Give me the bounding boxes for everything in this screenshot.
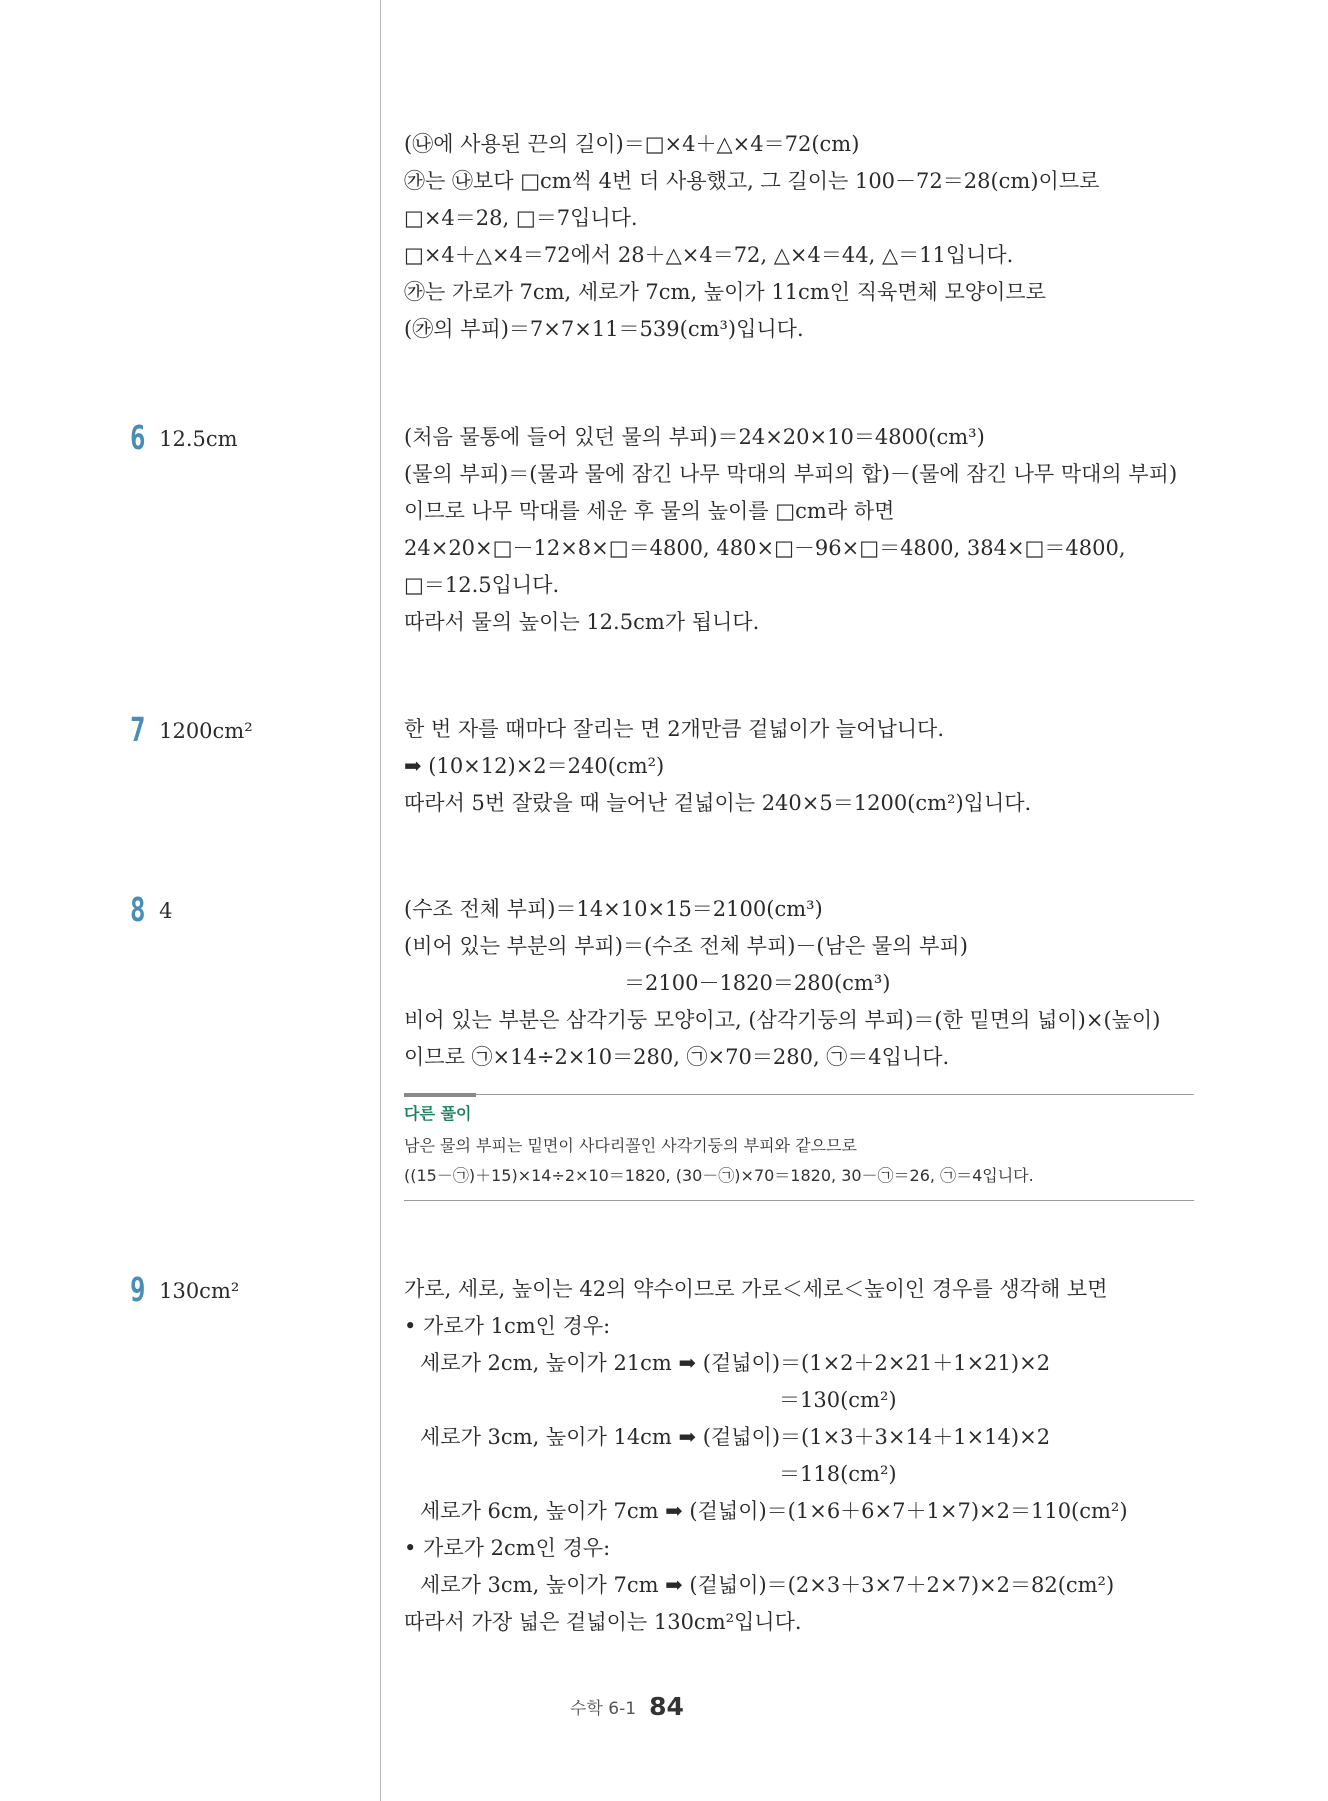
book-label: 수학 6-1 bbox=[570, 1699, 637, 1719]
problem-6-answer bbox=[130, 418, 238, 457]
problem-9-answer bbox=[130, 1270, 239, 1309]
solution-line: □＝12.5입니다. bbox=[404, 573, 560, 597]
problem-8-answer bbox=[130, 890, 172, 929]
solution-line: (수조 전체 부피)＝14×10×15＝2100(cm³) bbox=[404, 897, 823, 921]
solution-line: 가로, 세로, 높이는 42의 약수이므로 가로＜세로＜높이인 경우를 생각해 보면 bbox=[404, 1277, 1108, 1301]
solution-line: □×4＝28, □＝7입니다. bbox=[404, 206, 638, 230]
solution-line: (㉮의 부피)＝7×7×11＝539(cm³)입니다. bbox=[404, 317, 804, 341]
solution-line: 24×20×□－12×8×□＝4800, 480×□－96×□＝4800, 384×□＝4800, bbox=[404, 536, 1126, 560]
solution-line: (㉯에 사용된 끈의 길이)＝□×4＋△×4＝72(cm) bbox=[404, 132, 860, 156]
problem-9-solution bbox=[404, 1271, 1204, 1641]
alternate-solution-line: ((15－㉠)＋15)×14÷2×10＝1820, (30－㉠)×70＝1820, 30－㉠＝26, ㉠＝4입니다. bbox=[404, 1166, 1034, 1185]
solution-line: 비어 있는 부분은 삼각기둥 모양이고, (삼각기둥의 부피)＝(한 밑면의 넓이)×(높이) bbox=[404, 1008, 1161, 1032]
alternate-solution-title: 다른 풀이 bbox=[404, 1104, 472, 1123]
problem-number: 8 bbox=[130, 890, 146, 929]
solution-line: 세로가 2cm, 높이가 21cm ➡ (겉넓이)＝(1×2＋2×21＋1×21)×2 bbox=[420, 1351, 1051, 1375]
solution-line: (처음 물통에 들어 있던 물의 부피)＝24×20×10＝4800(cm³) bbox=[404, 425, 985, 449]
problem-number: 6 bbox=[130, 418, 146, 457]
solution-line: • 가로가 1cm인 경우: bbox=[404, 1314, 611, 1338]
page-number: 84 bbox=[649, 1692, 684, 1721]
answer-value: 12.5cm bbox=[159, 427, 238, 451]
intro-solution bbox=[404, 126, 1204, 348]
solution-line: 따라서 5번 잘랐을 때 늘어난 겉넓이는 240×5＝1200(cm²)입니다. bbox=[404, 791, 1032, 815]
solution-line: • 가로가 2cm인 경우: bbox=[404, 1536, 611, 1560]
column-divider bbox=[380, 0, 381, 1801]
solution-line: 이므로 나무 막대를 세운 후 물의 높이를 □cm라 하면 bbox=[404, 499, 895, 523]
answer-value: 4 bbox=[159, 899, 173, 923]
alternate-solution-accent bbox=[404, 1093, 476, 1097]
problem-6-solution bbox=[404, 419, 1204, 641]
alternate-solution-line: 남은 물의 부피는 밑면이 사다리꼴인 사각기둥의 부피와 같으므로 bbox=[404, 1136, 857, 1155]
problem-7-answer bbox=[130, 710, 253, 749]
solution-line: 이므로 ㉠×14÷2×10＝280, ㉠×70＝280, ㉠＝4입니다. bbox=[404, 1045, 950, 1069]
problem-number: 7 bbox=[130, 710, 146, 749]
problem-number: 9 bbox=[130, 1270, 146, 1309]
solution-line: ㉮는 ㉯보다 □cm씩 4번 더 사용했고, 그 길이는 100－72＝28(cm)이므로 bbox=[404, 169, 1100, 193]
solution-line: (물의 부피)＝(물과 물에 잠긴 나무 막대의 부피의 합)－(물에 잠긴 나무 막대의 부피) bbox=[404, 462, 1178, 486]
solution-line: ＝130(cm²) bbox=[779, 1388, 897, 1412]
page-footer bbox=[570, 1692, 684, 1721]
solution-line: ➡ (10×12)×2＝240(cm²) bbox=[404, 754, 665, 778]
solution-line: 세로가 3cm, 높이가 14cm ➡ (겉넓이)＝(1×3＋3×14＋1×14)×2 bbox=[420, 1425, 1051, 1449]
solution-line: ＝118(cm²) bbox=[779, 1462, 897, 1486]
solution-line: 한 번 자를 때마다 잘리는 면 2개만큼 겉넓이가 늘어납니다. bbox=[404, 717, 945, 741]
solution-line: (비어 있는 부분의 부피)＝(수조 전체 부피)－(남은 물의 부피) bbox=[404, 934, 968, 958]
answer-value: 1200cm² bbox=[159, 719, 253, 743]
alternate-solution-box bbox=[404, 1094, 1194, 1201]
solution-line: 따라서 가장 넓은 겉넓이는 130cm²입니다. bbox=[404, 1610, 802, 1634]
solution-line: 따라서 물의 높이는 12.5cm가 됩니다. bbox=[404, 610, 760, 634]
problem-7-solution bbox=[404, 711, 1204, 822]
solution-line: ＝2100－1820＝280(cm³) bbox=[624, 971, 891, 995]
solution-line: ㉮는 가로가 7cm, 세로가 7cm, 높이가 11cm인 직육면체 모양이므로 bbox=[404, 280, 1046, 304]
solution-line: 세로가 6cm, 높이가 7cm ➡ (겉넓이)＝(1×6＋6×7＋1×7)×2＝110(cm²) bbox=[420, 1499, 1128, 1523]
problem-8-solution bbox=[404, 891, 1204, 1076]
answer-value: 130cm² bbox=[159, 1279, 240, 1303]
solution-line: 세로가 3cm, 높이가 7cm ➡ (겉넓이)＝(2×3＋3×7＋2×7)×2＝82(cm²) bbox=[420, 1573, 1115, 1597]
solution-line: □×4＋△×4＝72에서 28＋△×4＝72, △×4＝44, △＝11입니다. bbox=[404, 243, 1014, 267]
